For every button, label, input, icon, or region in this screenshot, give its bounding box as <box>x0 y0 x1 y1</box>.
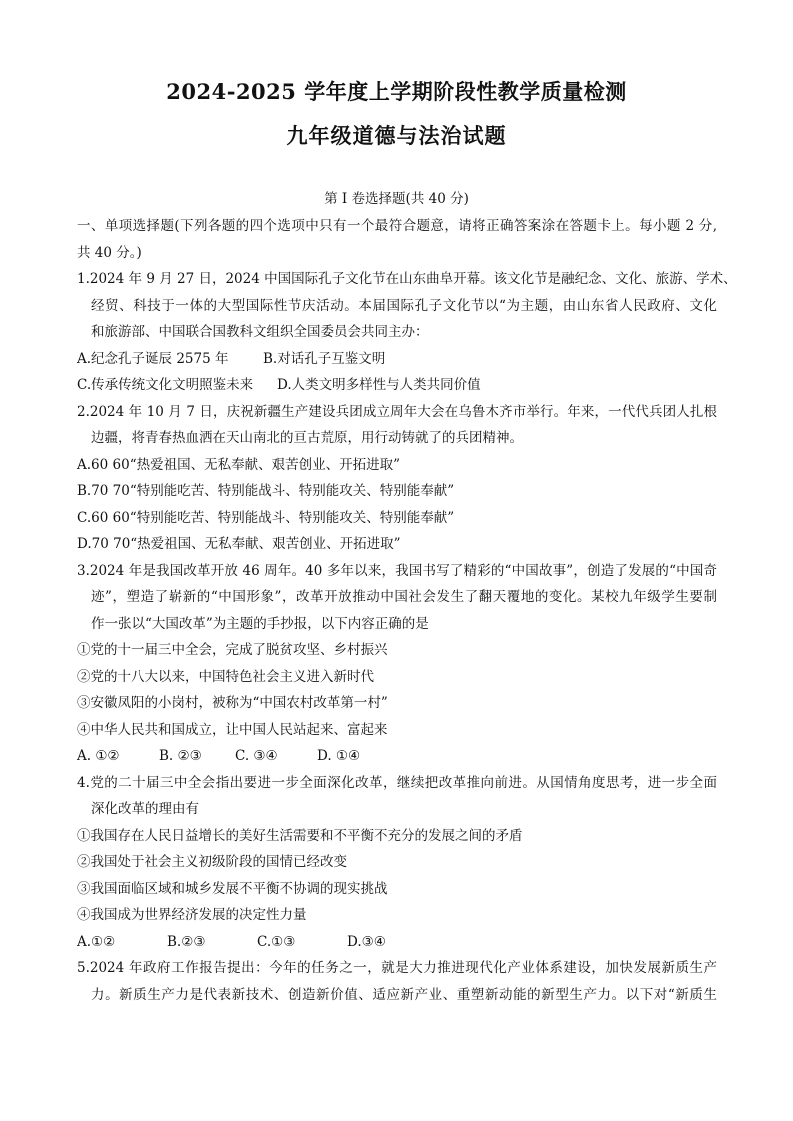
option-b: B. ②③ <box>159 748 202 764</box>
option-c: C.①③ <box>257 933 296 950</box>
statement: ③安徽凤阳的小岗村，被称为“中国农村改革第一村” <box>77 695 388 711</box>
question-stem-line: 4.党的二十届三中全会指出要进一步全面深化改革，继续把改革推向前进。从国情角度思考，进一步全面 <box>77 774 717 791</box>
question-5 <box>77 955 717 1008</box>
statement: ③我国面临区域和城乡发展不平衡不协调的现实挑战 <box>77 880 388 897</box>
option-b: B.对话孔子互鉴文明 <box>263 350 386 367</box>
option-a: A.60 60“热爱祖国、无私奉献、艰苦创业、开拓进取” <box>77 456 400 473</box>
question-stem-line: 迹”，塑造了崭新的“中国形象”，改革开放推动中国社会发生了翻天覆地的变化。某校九年级学生要制 <box>91 589 717 605</box>
statement: ②我国处于社会主义初级阶段的国情已经改变 <box>77 854 347 870</box>
statement: ④我国成为世界经济发展的决定性力量 <box>77 907 307 923</box>
option-a: A. ①② <box>77 748 120 764</box>
exam-subtitle: 九年级道德与法治试题 <box>286 123 507 148</box>
question-stem-line: 1.2024 年 9 月 27 日，2024 中国国际孔子文化节在山东曲阜开幕。该文化节是融纪念、文化、旅游、学术、 <box>77 271 737 287</box>
question-4 <box>77 770 717 956</box>
question-stem-line: 经贸、科技于一体的大型国际性节庆活动。本届国际孔子文化节以“为主题，由山东省人民政府、文化 <box>91 297 717 314</box>
question-stem-line: 深化改革的理由有 <box>91 801 199 817</box>
option-d: D. ①④ <box>317 748 361 764</box>
question-stem-line: 5.2024 年政府工作报告提出：今年的任务之一，就是大力推进现代化产业体系建设，加快发展新质生产 <box>77 960 717 976</box>
option-b: B.70 70“特别能吃苦、特别能战斗、特别能攻关、特别能奉献” <box>77 483 455 499</box>
exam-title: 2024-2025 学年度上学期阶段性教学质量检测 <box>166 79 627 104</box>
option-a: A.纪念孔子诞辰 2575 年 <box>77 350 229 367</box>
option-c: C. ③④ <box>235 748 278 764</box>
option-a: A.①② <box>77 933 116 950</box>
option-d: D.③④ <box>347 933 386 950</box>
statement: ①党的十一届三中全会，完成了脱贫攻坚、乡村振兴 <box>77 642 388 658</box>
option-d: D.70 70“热爱祖国、无私奉献、艰苦创业、开拓进取” <box>77 536 401 552</box>
statement: ①我国存在人民日益增长的美好生活需要和不平衡不充分的发展之间的矛盾 <box>77 827 523 844</box>
question-3 <box>77 558 717 770</box>
option-b: B.②③ <box>167 933 206 950</box>
instruction-line: 共 40 分。) <box>77 244 142 261</box>
option-row <box>77 743 717 770</box>
exam-content <box>77 213 737 1008</box>
question-stem-line: 2.2024 年 10 月 7 日，庆祝新疆生产建设兵团成立周年大会在乌鲁木齐市举行。年来，一代代兵团人扎根 <box>77 403 717 420</box>
question-stem-line: 边疆，将青春热血洒在天山南北的亘古荒原，用行动铸就了的兵团精神。 <box>91 430 523 446</box>
statement: ④中华人民共和国成立，让中国人民站起来、富起来 <box>77 721 388 738</box>
option-c: C.60 60“特别能吃苦、特别能战斗、特别能攻关、特别能奉献” <box>77 509 455 526</box>
option-c: C.传承传统文化文明照鉴未来 <box>77 377 254 393</box>
question-1 <box>77 266 737 399</box>
option-row <box>77 372 717 399</box>
question-stem-line: 作一张以“大国改革”为主题的手抄报，以下内容正确的是 <box>91 615 429 632</box>
option-row <box>77 929 717 956</box>
instruction-line: 一、单项选择题(下列各题的四个选项中只有一个最符合题意，请将正确答案涂在答题卡上。每小题 2 分, <box>77 218 717 234</box>
statement: ②党的十八大以来，中国特色社会主义进入新时代 <box>77 668 374 685</box>
option-d: D.人类文明多样性与人类共同价值 <box>277 377 481 393</box>
question-stem-line: 和旅游部、中国联合国教科文组织全国委员会共同主办： <box>91 324 429 340</box>
question-2 <box>77 399 717 558</box>
question-stem-line: 力。新质生产力是代表新技术、创造新价值、适应新产业、重塑新动能的新型生产力。以下对“新质生 <box>91 986 717 1003</box>
option-row <box>77 346 717 373</box>
question-stem-line: 3.2024 年是我国改革开放 46 周年。40 多年以来，我国书写了精彩的“中国故事”，创造了发展的“中国奇 <box>77 562 717 579</box>
section-heading: 第 I 卷选择题(共 40 分) <box>324 191 469 207</box>
